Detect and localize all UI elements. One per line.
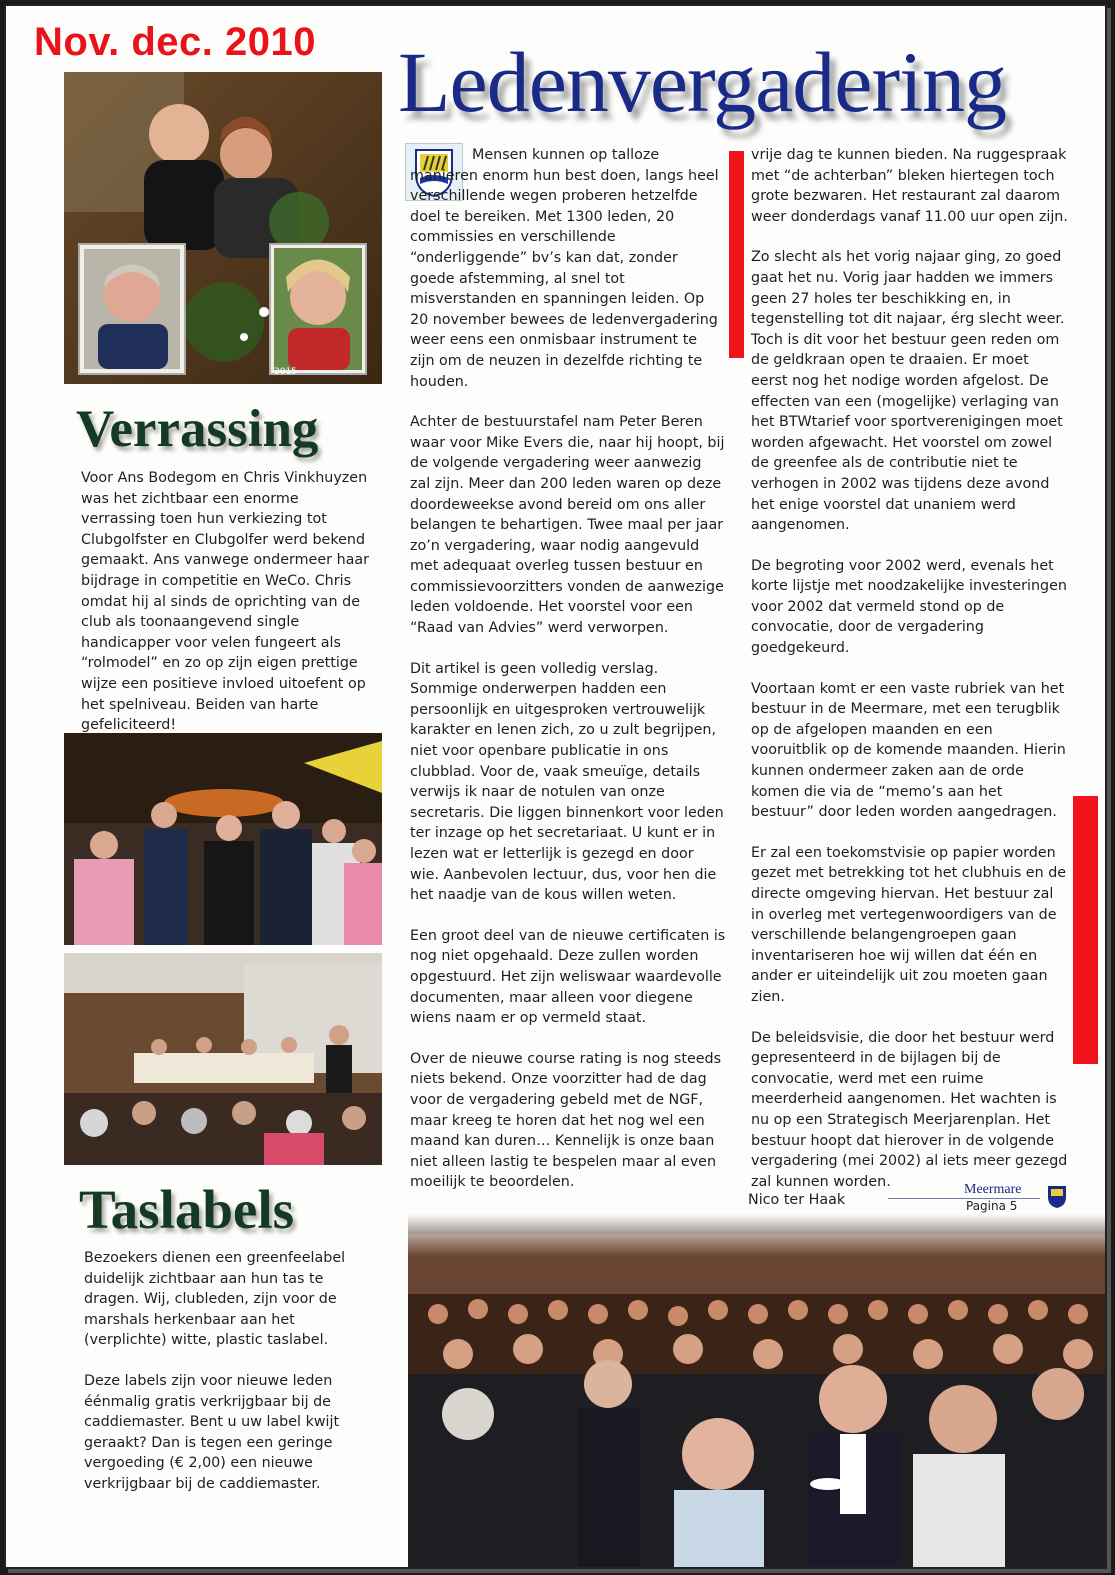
article-paragraph-intro bbox=[410, 145, 726, 392]
footer-crest-icon bbox=[1046, 1184, 1068, 1210]
article-column-middle bbox=[410, 145, 726, 1336]
issue-date: Nov. dec. 2010 bbox=[34, 20, 316, 64]
magazine-page bbox=[4, 4, 1107, 1569]
accent-bar-middle bbox=[729, 151, 744, 358]
photo-board-table bbox=[64, 953, 382, 1165]
article-paragraph-policy: De beleidsvisie, die door het bestuur werd gepresenteerd in de bijlagen bij de convocatie, werd met een ruime meerderheid aangenomen. Het wachten is nu op een Strategisch Meerjarenplan. Het bestuur hoopt dat hierover in de volgende vergadering (mei 2002) al iets meer gezegd zal kunnen worden. bbox=[751, 1029, 1068, 1190]
article-paragraph-board: Achter de bestuurstafel nam Peter Beren waar voor Mike Evers die, naar hij hoopt, bij de volgende vergadering weer aanwezig zal zijn. Meer dan 200 leden waren op deze doordeweekse avond bereid om ons aller belangen te behartigen. Twee maal per jaar zo’n vergadering, waar nodig aangevuld met adequaat overleg tussen bestuur en commissievoorzitters vonden de aanwezige leden voldoende. Het voorstel voor een “Raad van Advies” werd verworpen. bbox=[410, 414, 725, 637]
intro-text: Mensen kunnen op talloze manieren enorm hun best doen, langs heel verschillende wegen proberen hetzelfde doel te bereiken. Met 1300 leden, 20 commissies en verschillende “onderliggende” bv’s kan dat, zonder goede afstemming, al snel tot misverstanden en spanningen leiden. Op 20 november bewees de ledenvergadering weer eens een onmisbaar instrument te zijn om de neuzen in dezelfde richting te houden. bbox=[410, 147, 719, 390]
taslabels-body bbox=[84, 1248, 374, 1515]
magazine-name: Meermare bbox=[964, 1182, 1022, 1197]
accent-bar-right bbox=[1073, 796, 1098, 1064]
photo-award-winners-image bbox=[64, 72, 382, 384]
footer-crest-icon-image bbox=[1046, 1184, 1068, 1210]
page-number: Pagina 5 bbox=[966, 1199, 1018, 1213]
photo-date-stamp: 2015 bbox=[274, 367, 297, 377]
photo-members-meeting-image bbox=[408, 1214, 1105, 1567]
article-paragraph-rubric: Voortaan komt er een vaste rubriek van het bestuur in de Meermare, met een terugblik op de afgelopen maanden en een vooruitblik op de komende maanden. Hierin kunnen ondermeer zaken aan de orde komen die via de “memo’s aan het bestuur” door leden worden aangedragen. bbox=[751, 680, 1066, 821]
article-paragraph-restaurant-cont: vrije dag te kunnen bieden. Na ruggespraak met “de achterban” bleken hiertegen toch grote bezwaren. Het restaurant zal daarom weer donderdags vanaf 11.00 uur open zijn. bbox=[751, 147, 1068, 225]
verrassing-body bbox=[81, 468, 373, 756]
photo-board-table-image bbox=[64, 953, 382, 1165]
verrassing-heading: Verrassing bbox=[76, 400, 319, 458]
article-column-right bbox=[751, 145, 1069, 1315]
article-paragraph-certificates: Een groot deel van de nieuwe certificaten is nog niet opgehaald. Deze zullen worden opgestuurd. Het zijn weliswaar waardevolle documenten, maar alleen voor diegene wiens naam er op vermeld staat. bbox=[410, 927, 726, 1027]
page-title: Ledenvergadering bbox=[398, 34, 1007, 130]
photo-award-winners bbox=[64, 72, 382, 384]
article-paragraph-course-rating: Over de nieuwe course rating is nog steeds niets bekend. Onze voorzitter had de dag voor de vergadering gebeld met de NGF, maar kreeg te horen dat het nog wel een maand kan duren… Kennelijk is onze baan niet alleen lastig te bespelen maar al even moeilijk te beoordelen. bbox=[410, 1050, 722, 1191]
verrassing-paragraph: Voor Ans Bodegom en Chris Vinkhuyzen was het zichtbaar een enorme verrassing toen hun verkiezing tot Clubgolfster en Clubgolfer werd bekend gemaakt. Ans vanwege ondermeer haar bijdrage in competitie en WeCo. Chris omdat hij al sinds de oprichting van de club als toonaangevend single handicapper voor velen fungeert als “rolmodel” en zo op zijn eigen prettige wijze een positieve invloed uitoefent op het spelniveau. Beiden van harte gefeliciteerd! bbox=[81, 470, 370, 734]
taslabels-paragraph-2: Deze labels zijn voor nieuwe leden éénmalig gratis verkrijgbaar bij de caddiemaster. Bent u uw label kwijt geraakt? Dan is tegen een geringe vergoeding (€ 2,00) een nieuwe verkrijgbaar bij de caddiemaster. bbox=[84, 1372, 340, 1492]
article-paragraph-budget: De begroting voor 2002 werd, evenals het korte lijstje met noodzakelijke investeringen voor 2002 dat vermeld stond op de convocatie, door de vergadering goedgekeurd. bbox=[751, 557, 1067, 657]
article-paragraph-vision: Er zal een toekomstvisie op papier worden gezet met betrekking tot het clubhuis en de directe omgeving hiervan. Het bestuur zal in overleg met vertegenwoordigers van de verschillende belangengroepen gaan inventariseren hoe wij willen dat één en ander er uiteindelijk uit zou moeten gaan zien. bbox=[751, 844, 1067, 1005]
photo-clubhouse-crowd bbox=[64, 733, 382, 945]
article-paragraph-finances: Zo slecht als het vorig najaar ging, zo goed gaat het nu. Vorig jaar hadden we immers geen 27 holes ter beschikking en, in tegenstelling tot dit najaar, érg slecht weer. Toch is dit voor het bestuur geen reden om de geldkraan open te draaien. Er moet eerst nog het nodige worden afgelost. De effecten van een (mogelijke) verlaging van het BTWtarief voor sportverenigingen moet worden afgewacht. Het voorstel om zowel de greenfee als de contributie niet te verhogen in 2002 was tijdens deze avond het enige voorstel dat unaniem werd aangenomen. bbox=[751, 249, 1065, 534]
taslabels-heading: Taslabels bbox=[79, 1179, 295, 1240]
taslabels-paragraph-1: Bezoekers dienen een greenfeelabel duidelijk zichtbaar aan hun tas te dragen. Wij, clubleden, zijn voor de marshals herkenbaar aan het (verplichte) witte, plastic taslabel. bbox=[84, 1250, 346, 1349]
photo-members-meeting bbox=[408, 1214, 1105, 1567]
photo-clubhouse-crowd-image bbox=[64, 733, 382, 945]
article-author: Nico ter Haak bbox=[748, 1192, 846, 1208]
article-paragraph-report: Dit artikel is geen volledig verslag. Sommige onderwerpen hadden een persoonlijk en uitgesproken vertrouwelijk karakter en lenen zich, zo u zult begrijpen, niet voor openbare publicatie in ons clubblad. Voor de, vaak smeuïge, details verwijs ik naar de notulen van onze secretaris. Die liggen binnenkort voor leden ter inzage op het secretariaat. U kunt er in lezen wat er letterlijk is gezegd en door wie. Aanbevolen lectuur, dus, voor hen die het naadje van de kous willen weten. bbox=[410, 660, 724, 904]
